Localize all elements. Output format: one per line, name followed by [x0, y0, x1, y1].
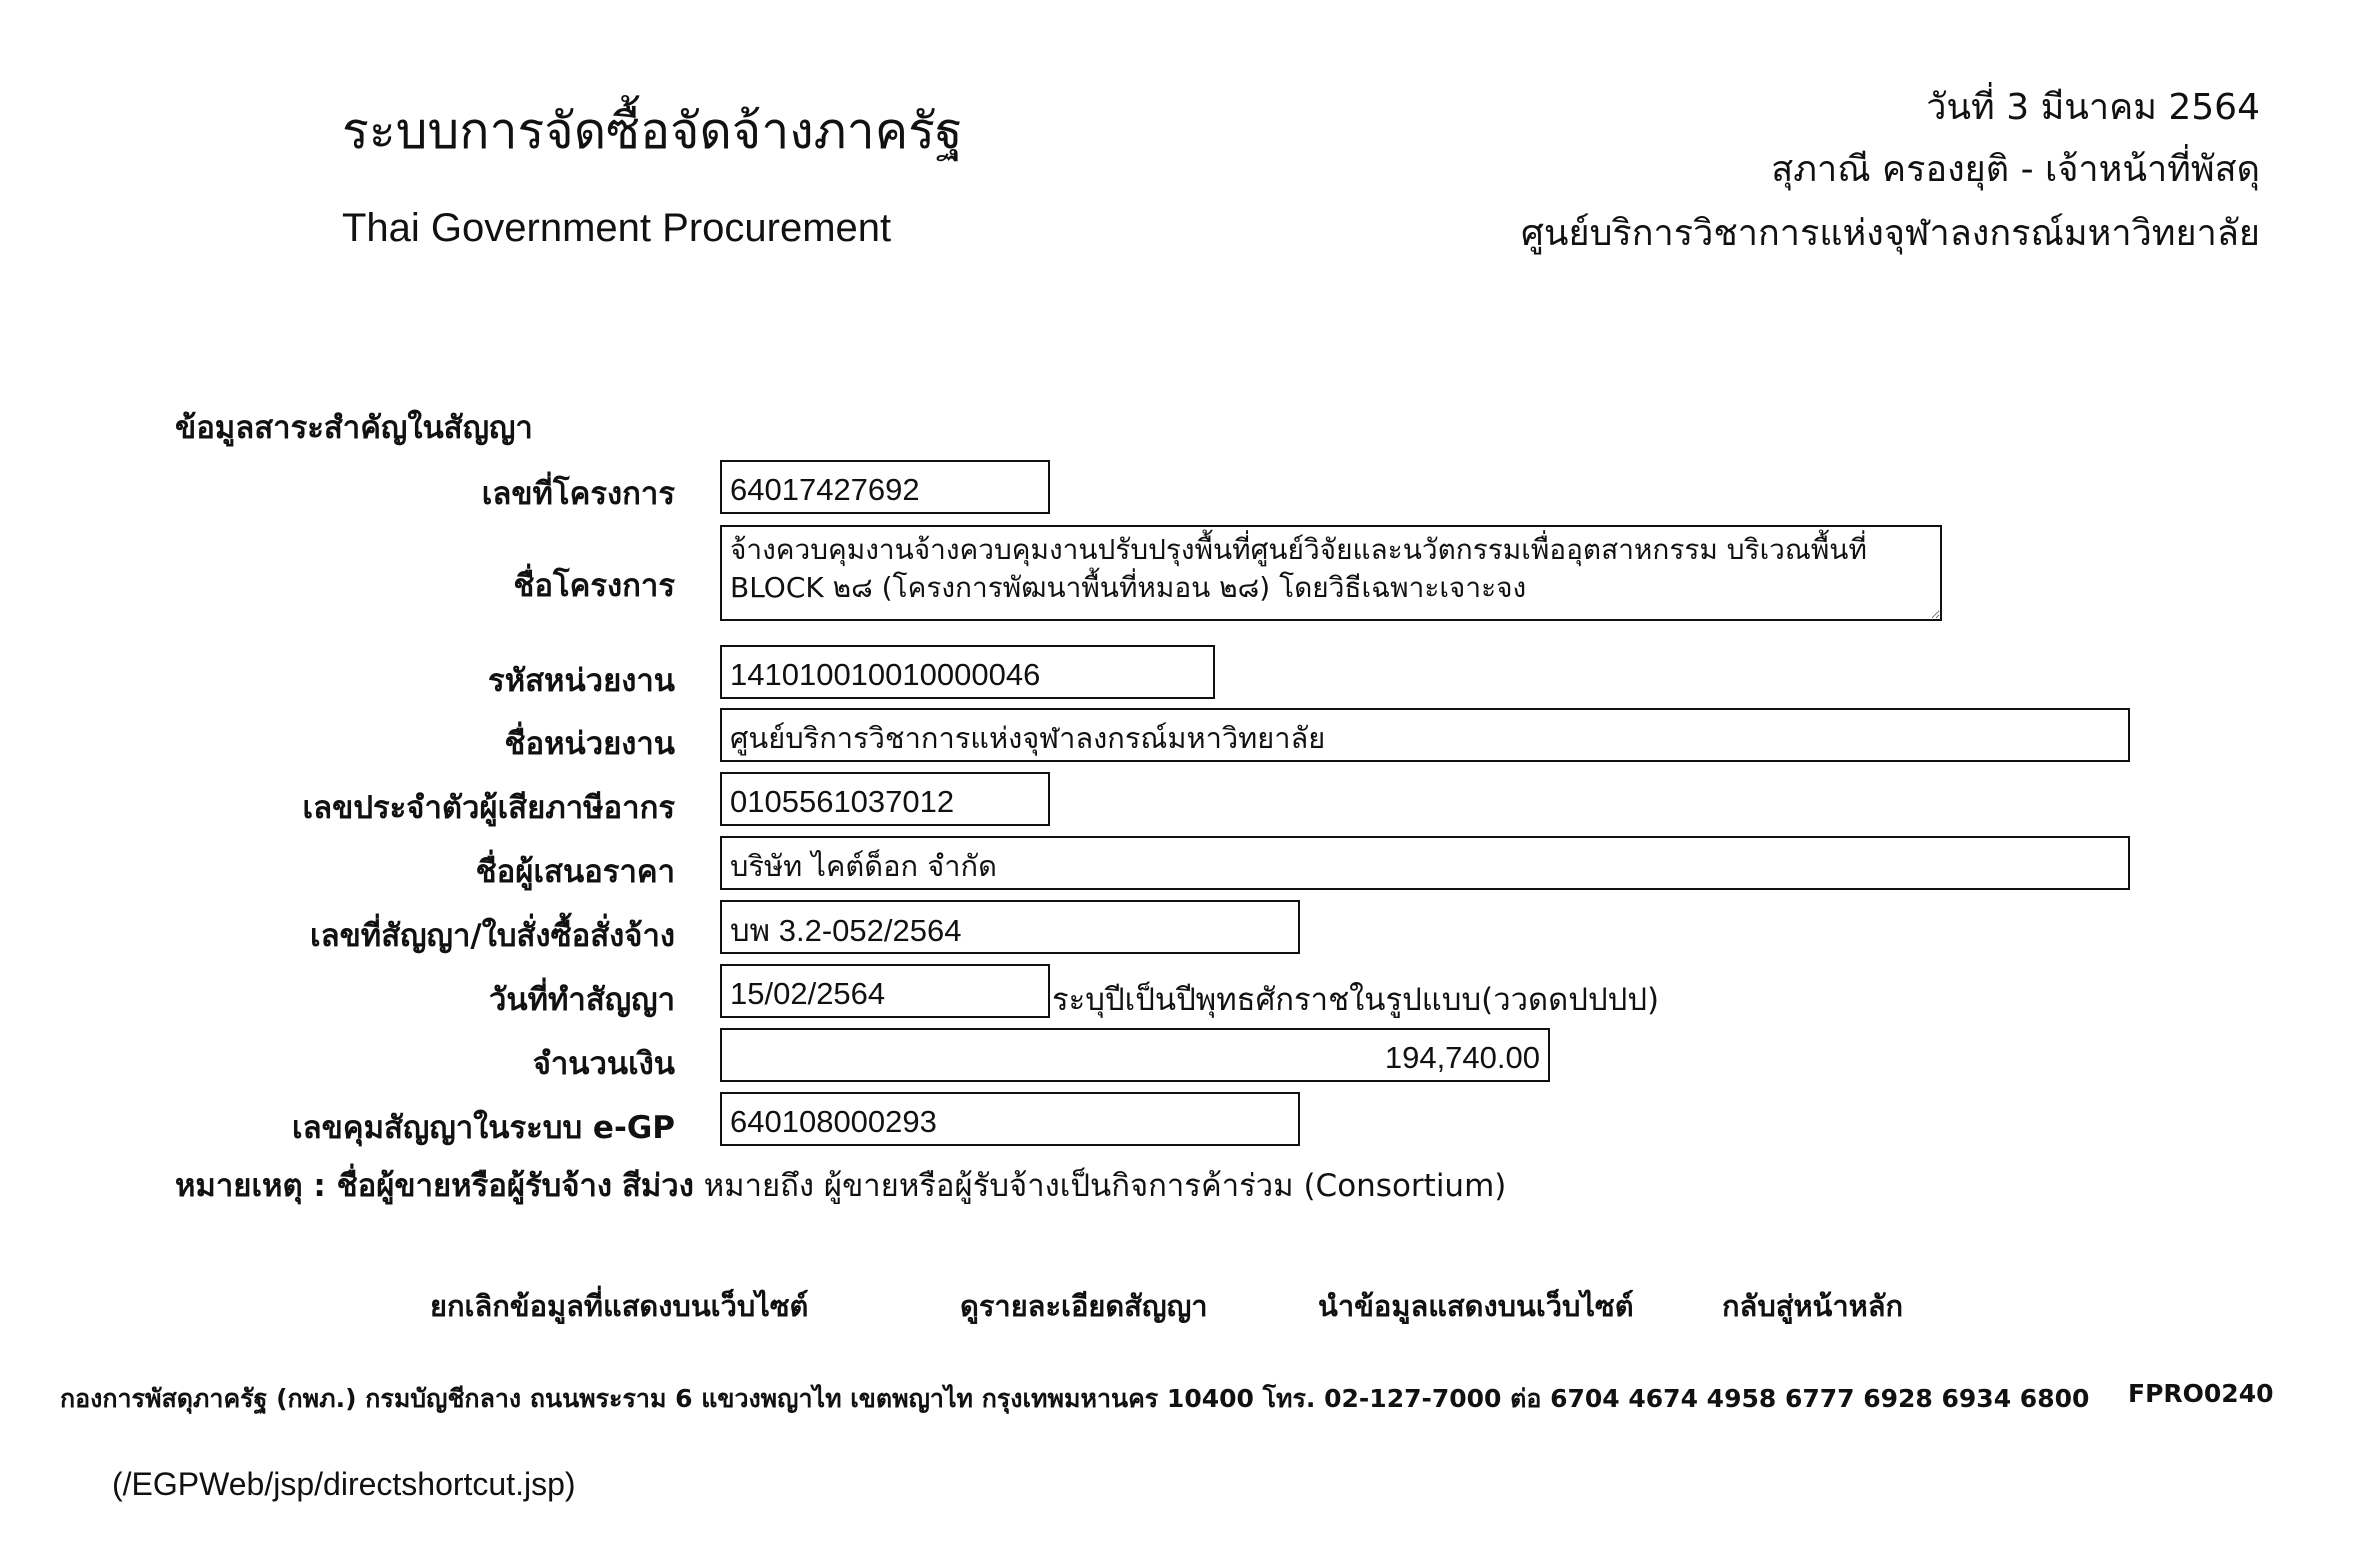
egp-number-input[interactable] — [720, 1092, 1300, 1146]
page-url: (/EGPWeb/jsp/directshortcut.jsp) — [112, 1466, 576, 1502]
project-name-textarea[interactable] — [720, 525, 1942, 621]
current-date: วันที่ 3 มีนาคม 2564 — [1926, 87, 2260, 128]
remark-suffix: หมายถึง ผู้ขายหรือผู้รับจ้างเป็นกิจการค้าร่วม (Consortium) — [703, 1168, 1507, 1204]
page-code: FPRO0240 — [2128, 1379, 2274, 1408]
remark-note — [175, 1160, 1506, 1210]
unit-name-label: ชื่อหน่วยงาน — [504, 726, 675, 762]
section-title: ข้อมูลสาระสำคัญในสัญญา — [175, 410, 533, 446]
view-contract-detail-link[interactable]: ดูรายละเอียดสัญญา — [960, 1289, 1208, 1323]
contract-date-input[interactable] — [720, 964, 1050, 1018]
footer-address: กองการพัสดุภาครัฐ (กพภ.) กรมบัญชีกลาง ถนนพระราม 6 แขวงพญาไท เขตพญาไท กรุงเทพมหานคร 10400 โทร. 02-127-7000 ต่อ 6704 4674 4958 6777 6928 6934 6800 — [60, 1384, 2090, 1413]
tax-id-label: เลขประจำตัวผู้เสียภาษีอากร — [302, 790, 675, 826]
user-organization: ศูนย์บริการวิชาการแห่งจุฬาลงกรณ์มหาวิทยาลัย — [1521, 213, 2260, 254]
cancel-publish-link[interactable]: ยกเลิกข้อมูลที่แสดงบนเว็บไซต์ — [430, 1289, 809, 1323]
contract-number-input[interactable] — [720, 900, 1300, 954]
project-number-label: เลขที่โครงการ — [481, 476, 675, 512]
remark-highlight: สีม่วง — [621, 1168, 694, 1204]
amount-label: จำนวนเงิน — [532, 1046, 675, 1082]
remark-prefix: หมายเหตุ : ชื่อผู้ขายหรือผู้รับจ้าง — [175, 1168, 613, 1204]
tax-id-input[interactable] — [720, 772, 1050, 826]
system-title-thai: ระบบการจัดซื้อจัดจ้างภาครัฐ — [342, 102, 963, 160]
project-number-input[interactable] — [720, 460, 1050, 514]
amount-input[interactable] — [720, 1028, 1550, 1082]
bidder-name-input[interactable] — [720, 836, 2130, 890]
unit-code-input[interactable] — [720, 645, 1215, 699]
publish-to-website-link[interactable]: นำข้อมูลแสดงบนเว็บไซต์ — [1318, 1289, 1634, 1323]
contract-number-label: เลขที่สัญญา/ใบสั่งซื้อสั่งจ้าง — [310, 918, 675, 954]
contract-date-label: วันที่ทำสัญญา — [488, 982, 675, 1018]
back-to-home-link[interactable]: กลับสู่หน้าหลัก — [1722, 1289, 1904, 1323]
egp-number-label: เลขคุมสัญญาในระบบ e-GP — [292, 1110, 675, 1146]
contract-date-format-hint: ระบุปีเป็นปีพุทธศักราชในรูปแบบ(ววดดปปปป) — [1052, 982, 1660, 1018]
unit-name-input[interactable] — [720, 708, 2130, 762]
bidder-name-label: ชื่อผู้เสนอราคา — [475, 854, 675, 890]
project-name-label: ชื่อโครงการ — [513, 568, 675, 604]
system-title-english: Thai Government Procurement — [342, 206, 892, 250]
user-name: สุภาณี ครองยุติ - เจ้าหน้าที่พัสดุ — [1771, 149, 2260, 190]
unit-code-label: รหัสหน่วยงาน — [488, 663, 675, 699]
